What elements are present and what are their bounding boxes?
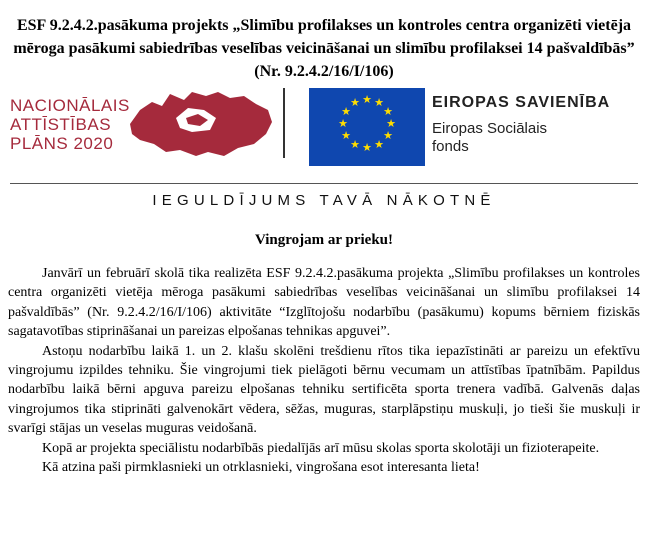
paragraph: Kopā ar projekta speciālistu nodarbībās piedalījās arī mūsu skolas sporta skolotāji un fizioterapeite. xyxy=(42,440,600,456)
article-body xyxy=(8,264,640,477)
svg-text:★: ★ xyxy=(374,138,384,151)
svg-text:★: ★ xyxy=(386,117,396,130)
latvia-map-logo-icon xyxy=(126,88,276,160)
header-divider xyxy=(10,183,638,184)
eu-fund-line-2: fonds xyxy=(432,138,469,155)
logo-banner xyxy=(0,84,648,164)
nap-line-2: ATTĪSTĪBAS xyxy=(10,115,112,134)
svg-text:★: ★ xyxy=(383,129,393,142)
svg-text:★: ★ xyxy=(350,96,360,109)
svg-text:★: ★ xyxy=(341,105,351,118)
article-title: Vingrojam ar prieku! xyxy=(254,232,394,248)
logo-divider xyxy=(283,88,285,158)
nap-2020-logo-text xyxy=(10,96,130,153)
svg-text:★: ★ xyxy=(383,105,393,118)
svg-text:★: ★ xyxy=(341,129,351,142)
paragraph: Astoņu nodarbību laikā 1. un 2. klašu skolēni trešdienu rītos tika iepazīstināti ar pareizu un efektīvu vingrojumu izpildes tehniku. Šie vingrojumi tiek pielāgoti bērnu vecumam un attīstības īpatnībām. Papildus nodarbību laikā bērni apguva pareizu elpošanas tehniku sertificēta sporta trenera vadībā. Galvenās daļas vingrojumos tika stiprināti galvenokārt vēdera, sēžas, muguras, starplāpstiņu muskuļi, jo tieši šie muskuļi ir svarīgi stājas un veselas muguras veidošanā. xyxy=(8,343,640,437)
slogan: IEGULDĪJUMS TAVĀ NĀKOTNĒ xyxy=(152,192,496,209)
svg-text:★: ★ xyxy=(362,93,372,106)
paragraph: Janvārī un februārī skolā tika realizēta ESF 9.2.4.2.pasākuma projekta „Slimību profilakses un kontroles centra organizēti vietēja mēroga pasākumi sabiedrības veselības veicināšanai un slimību profilaksei 14 pašvaldībās” (Nr. 9.2.4.2/16/I/106) aktivitāte “Izglītojošu nodarbību (pasākumu) kopums bērniem fiziskās sagatavotības stiprināšanai un pareizas elpošanas tehnikas apguvei”. xyxy=(8,266,640,340)
svg-text:★: ★ xyxy=(374,96,384,109)
svg-text:★: ★ xyxy=(338,117,348,130)
eu-flag-icon xyxy=(309,88,425,166)
paragraph: Kā atzina paši pirmklasnieki un otrklasnieki, vingrošana esot interesanta lieta! xyxy=(42,460,480,476)
svg-text:★: ★ xyxy=(350,138,360,151)
eu-text-block xyxy=(432,94,610,156)
nap-line-3: PLĀNS 2020 xyxy=(10,134,114,153)
project-title: ESF 9.2.4.2.pasākuma projekts „Slimību profilakses un kontroles centra organizēti vietēja mēroga pasākumi sabiedrības veselības veicināšanai un slimību profilaksei 14 pašvaldībās” (Nr. 9.2.4.2/16/I/106) xyxy=(13,17,635,80)
eu-title: EIROPAS SAVIENĪBA xyxy=(432,94,611,111)
svg-text:★: ★ xyxy=(362,141,372,154)
nap-line-1: NACIONĀLAIS xyxy=(10,96,130,115)
eu-fund-line-1: Eiropas Sociālais xyxy=(432,120,548,137)
